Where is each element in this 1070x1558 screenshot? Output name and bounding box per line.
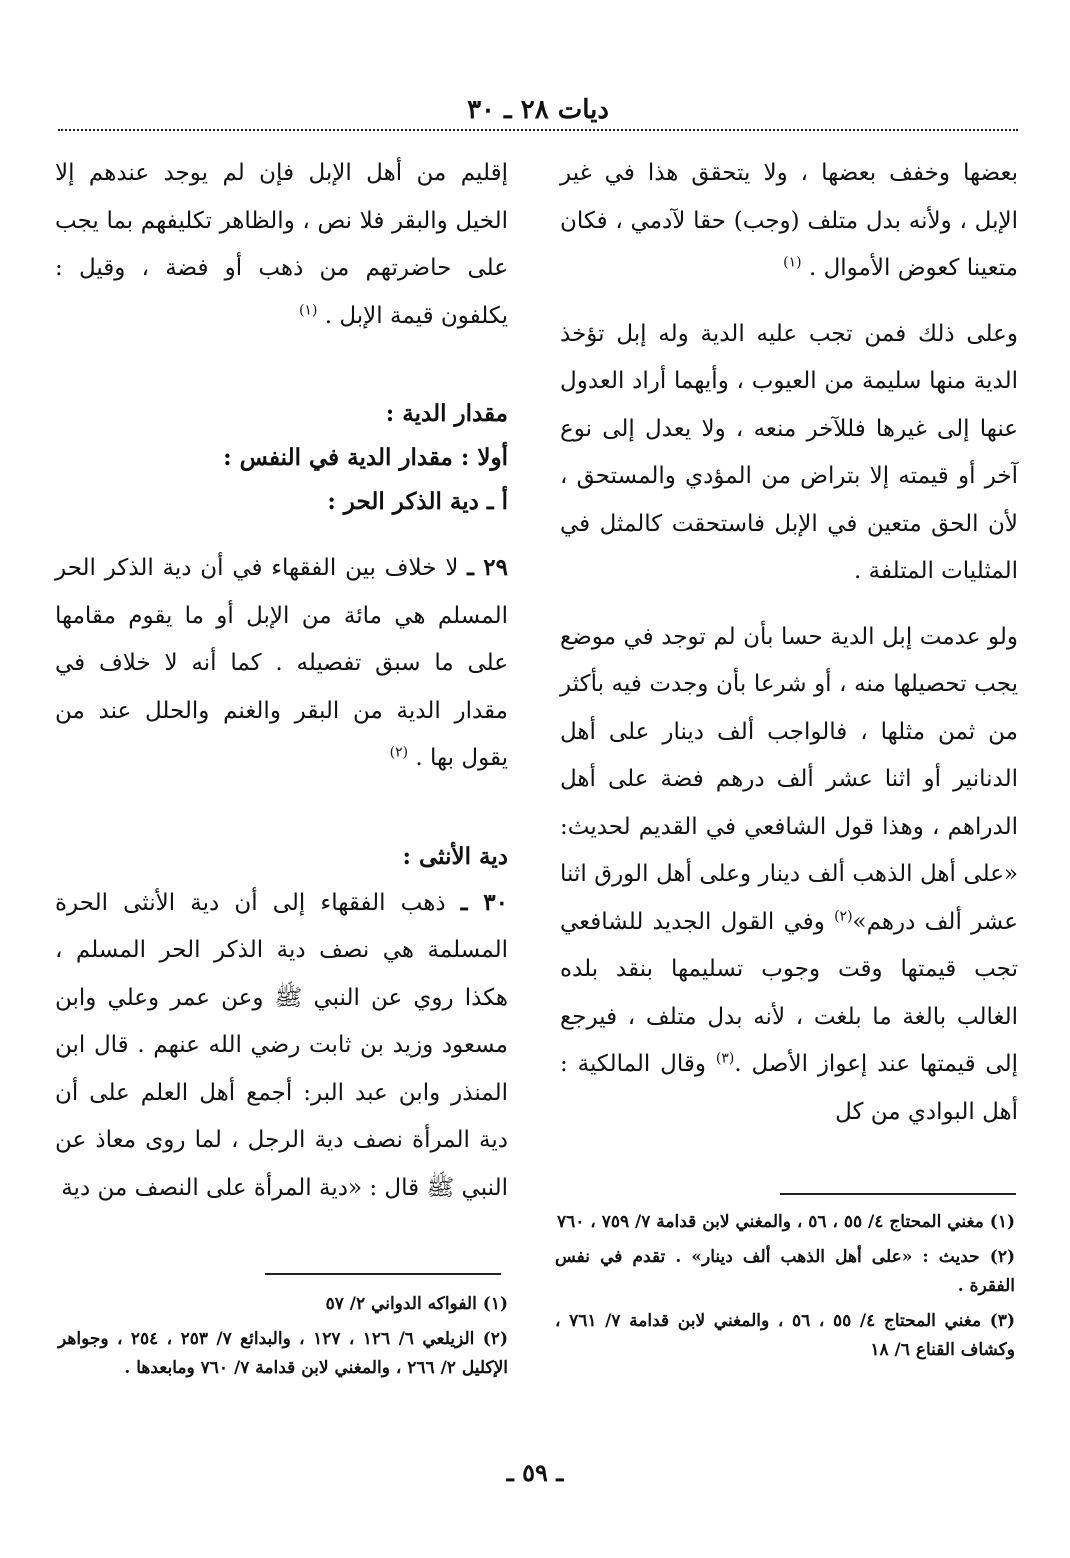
spacer (55, 340, 508, 392)
paragraph (560, 614, 1018, 1137)
footnote-ref: (٢) (834, 907, 853, 924)
paragraph-text: ذهب الفقهاء إلى أن دية الأنثى الحرة المسلمة هي نصف دية الذكر الحر المسلم ، هكذا روي عن النبي ﷺ وعن عمر وعلي وابن مسعود وزيد بن ثابت رضي الله عنهم . قال ابن المنذر وابن عبد البر: أجمع أهل العلم على أن دية المرأة نصف دية الرجل ، لما روى معاذ عن النبي ﷺ قال : «دية المرأة على النصف من دية (55, 889, 508, 1201)
paragraph-text: وفي القول الجديد للشافعي تجب قيمتها وقت وجوب تسليمها بنقد بلده الغالب بالغة ما بلغت ، لأنه بدل متلف ، فيرجع إلى قيمتها عند إعواز الأصل . (560, 908, 1019, 1077)
paragraph-text: إقليم من أهل الإبل فإن لم يوجد عندهم إلا الخيل والبقر فلا نص ، والظاهر تكليفهم بما يجب على حاضرتهم من ذهب أو فضة ، وقيل : يكلفون قيمة الإبل . (55, 160, 508, 329)
paragraph (55, 544, 508, 783)
footnote-ref: (٣) (715, 1050, 735, 1067)
paragraph-text: لا خلاف بين الفقهاء في أن دية الذكر الحر المسلم هي مائة من الإبل أو ما يقوم مقامها على ما سبق تفصيله . كما أنه لا خلاف في مقدار الدية من البقر والغنم والحلل عند من يقول بها . (55, 555, 508, 771)
footnotes-right (555, 1208, 1015, 1371)
footnote: (٣) مغني المحتاج ٤/ ٥٥ ، ٥٦ ، والمغني لابن قدامة ٧/ ٧٦١ ، وكشاف القناع ٦/ ١٨ (555, 1311, 1015, 1360)
paragraph-number: ٢٩ ـ (467, 554, 509, 581)
spacer (55, 524, 508, 544)
right-column (560, 150, 1018, 1136)
paragraph (55, 879, 508, 1213)
footnote: (٢) الزيلعي ٦/ ١٢٦ ، ١٢٧ ، والبدائع ٧/ ٢٥٣ ، ٢٥٤ ، وجواهر الإكليل ٢/ ٢٦٦ ، والمغني لابن قدامة ٧/ ٧٦٠ ومابعدها . (58, 1329, 508, 1378)
paragraph: وعلى ذلك فمن تجب عليه الدية وله إبل تؤخذ الدية منها سليمة من العيوب ، وأيهما أراد العدول عنها إلى غيرها فللآخر منعه ، ولا يعدل إلى نوع آخر أو قيمته إلا بتراض من المؤدي والمستحق ، لأن الحق متعين في الإبل فاستحقت كالمثل في المثليات المتلفة . (560, 320, 1018, 584)
section-heading: مقدار الدية : (385, 400, 508, 427)
paragraph-number: ٣٠ ـ (460, 888, 508, 916)
subsection-heading: أولا : مقدار الدية في النفس : (223, 444, 508, 471)
left-column (55, 150, 508, 1212)
footnote: (١) مغني المحتاج ٤/ ٥٥ ، ٥٦ ، والمغني لابن قدامة ٧/ ٧٥٩ ، ٧٦٠ (556, 1212, 1015, 1232)
footnote: (١) الفواكه الدواني ٢/ ٥٧ (325, 1294, 508, 1314)
subsection-heading: أ ـ دية الذكر الحر : (327, 488, 508, 515)
spacer (55, 783, 508, 835)
paragraph-text: بعضها وخفف بعضها ، ولا يتحقق هذا في غير الإبل ، ولأنه بدل متلف (وجب) حقا لآدمي ، فكان متعينا كعوض الأموال . (560, 160, 1018, 281)
footnote-rule (780, 1193, 1016, 1195)
paragraph-text: ولو عدمت إبل الدية حسا بأن لم توجد في موضع يجب تحصيلها منه ، أو شرعا بأن وجدت فيه بأكثر من ثمن مثلها ، فالواجب ألف دينار على أهل الدنانير أو اثنا عشر ألف درهم فضة على أهل الدراهم ، وهذا قول الشافعي في القديم لحديث: «على أهل الذهب ألف دينار وعلى أهل الورق اثنا عشر ألف درهم» (560, 623, 1019, 935)
footnote-ref: (٢) (389, 744, 409, 761)
running-header: ديات ٢٨ ـ ٣٠ (467, 95, 609, 125)
footnote-rule (265, 1273, 501, 1275)
section-heading: دية الأنثى : (402, 842, 508, 870)
footnote-ref: (١) (298, 301, 318, 318)
header-dotted-rule (58, 129, 1018, 131)
paragraph (560, 150, 1018, 293)
footnote-ref: (١) (783, 254, 802, 271)
paragraph-text: وقال المالكية : أهل البوادي من كل (560, 1051, 1018, 1125)
footnote: (٢) حديث : «على أهل الذهب ألف دينار» . تقدم في نفس الفقرة . (555, 1247, 1015, 1296)
page-number: ـ ٥٩ ـ (506, 1458, 564, 1487)
paragraph (55, 150, 508, 340)
footnotes-left (58, 1290, 508, 1389)
